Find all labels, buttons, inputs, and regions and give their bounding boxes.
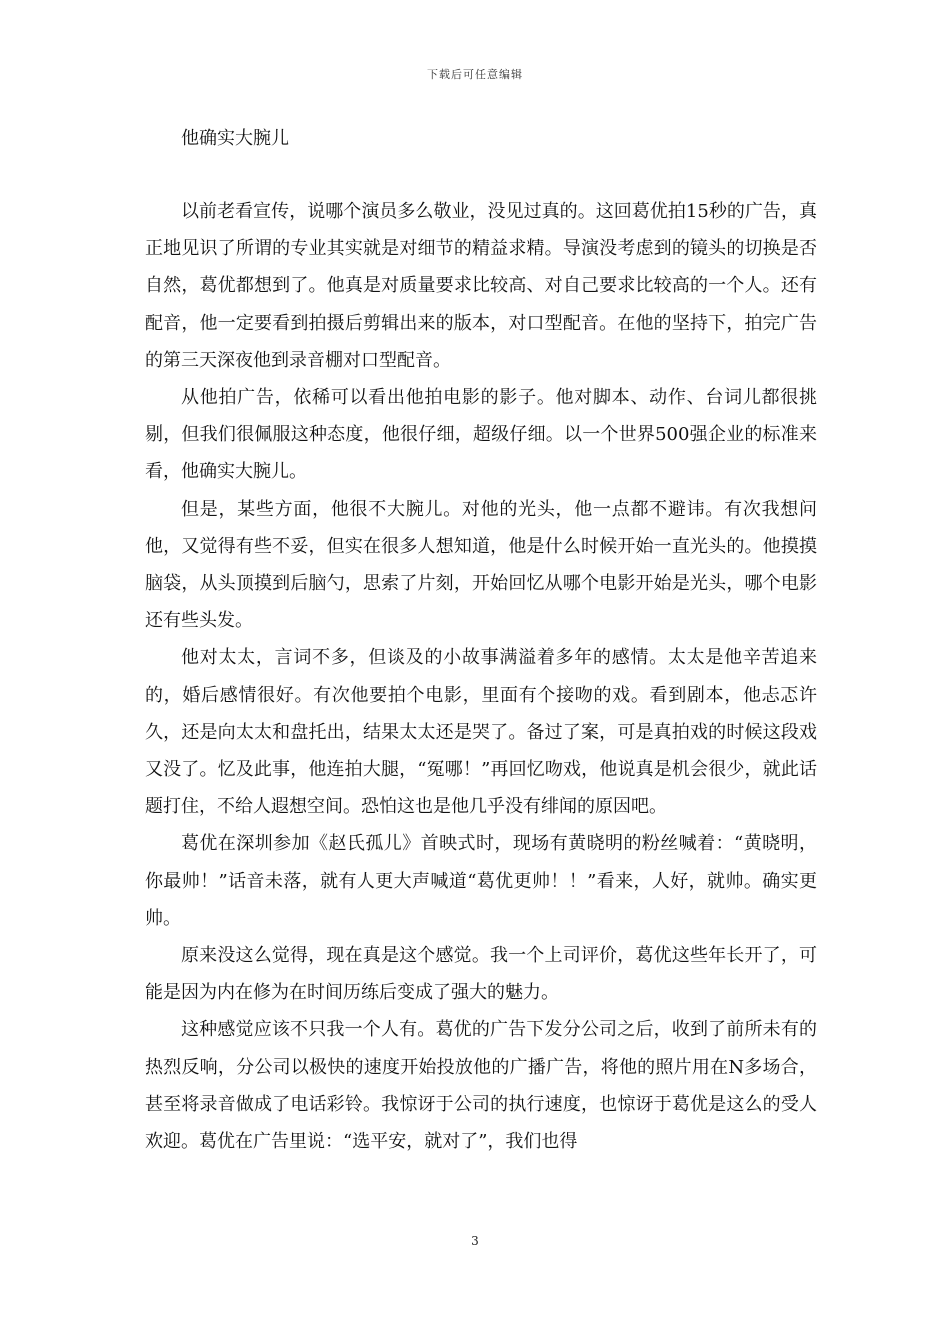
article-title: 他确实大腕儿	[181, 128, 289, 149]
paragraph: 从他拍广告，依稀可以看出他拍电影的影子。他对脚本、动作、台词儿都很挑剔，但我们很佩服这种态度，他很仔细，超级仔细。以一个世界500强企业的标准来看，他确实大腕儿。	[145, 387, 817, 483]
page-header: 下载后可任意编辑	[427, 68, 523, 81]
paragraph: 这种感觉应该不只我一个人有。葛优的广告下发分公司之后，收到了前所未有的热烈反响，分公司以极快的速度开始投放他的广播广告，将他的照片用在N多场合，甚至将录音做成了电话彩铃。我惊讶于公司的执行速度，也惊讶于葛优是这么的受人欢迎。葛优在广告里说：“选平安，就对了”，我们也得	[145, 1019, 817, 1153]
paragraph: 但是，某些方面，他很不大腕儿。对他的光头，他一点都不避讳。有次我想问他，又觉得有些不妥，但实在很多人想知道，他是什么时候开始一直光头的。他摸摸脑袋，从头顶摸到后脑勺，思索了片刻，开始回忆从哪个电影开始是光头，哪个电影还有些头发。	[145, 498, 817, 632]
page-number: 3	[471, 1234, 479, 1248]
paragraph: 以前老看宣传，说哪个演员多么敬业，没见过真的。这回葛优拍15秒的广告，真正地见识了所谓的专业其实就是对细节的精益求精。导演没考虑到的镜头的切换是否自然，葛优都想到了。他真是对质量要求比较高、对自己要求比较高的一个人。还有配音，他一定要看到拍摄后剪辑出来的版本，对口型配音。在他的坚持下，拍完广告的第三天深夜他到录音棚对口型配音。	[145, 201, 817, 371]
paragraph: 他对太太，言词不多，但谈及的小故事满溢着多年的感情。太太是他辛苦追来的，婚后感情很好。有次他要拍个电影，里面有个接吻的戏。看到剧本，他忐忑许久，还是向太太和盘托出，结果太太还是哭了。备过了案，可是真拍戏的时候这段戏又没了。忆及此事，他连拍大腿，“冤哪！”再回忆吻戏，他说真是机会很少，就此话题打住，不给人遐想空间。恐怕这也是他几乎没有绯闻的原因吧。	[145, 647, 817, 818]
paragraph: 葛优在深圳参加《赵氏孤儿》首映式时，现场有黄晓明的粉丝喊着：“黄晓明，你最帅！”话音未落，就有人更大声喊道“葛优更帅！！”看来，人好，就帅。确实更帅。	[145, 833, 817, 929]
article-body	[145, 193, 817, 1160]
paragraph: 原来没这么觉得，现在真是这个感觉。我一个上司评价，葛优这些年长开了，可能是因为内在修为在时间历练后变成了强大的魅力。	[145, 945, 817, 1004]
